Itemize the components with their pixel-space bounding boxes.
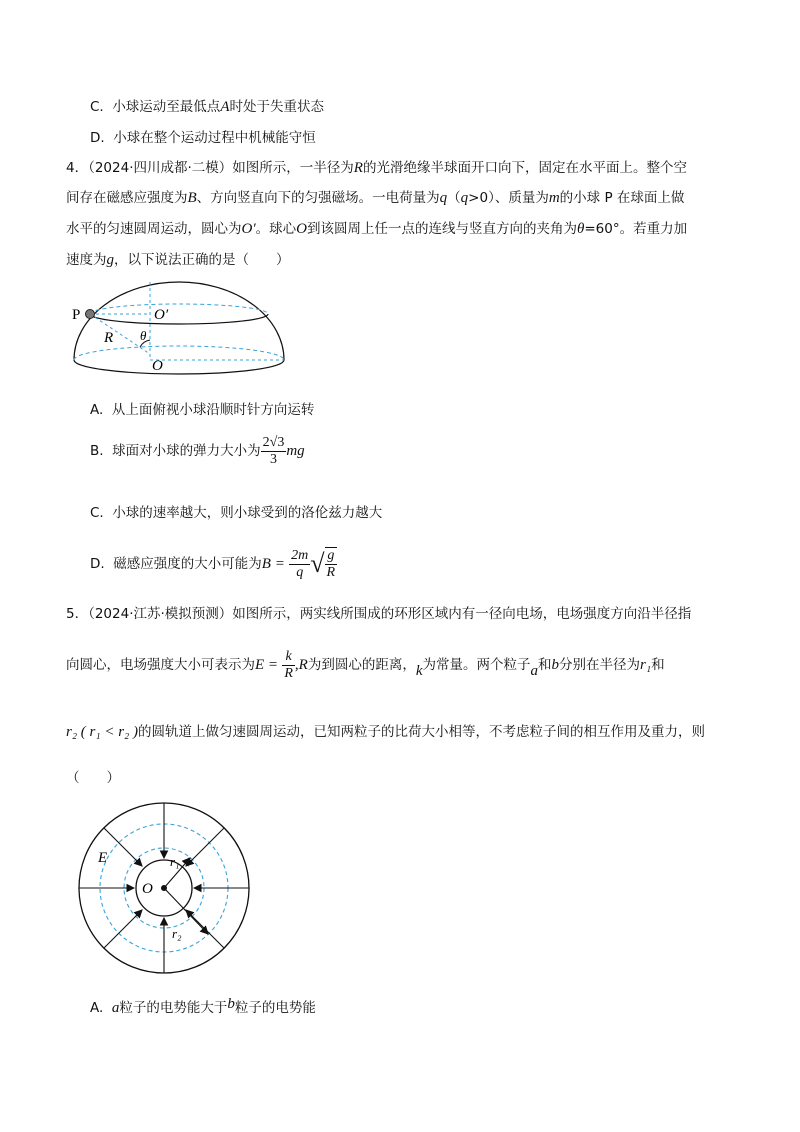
fraction-g-over-r (325, 547, 338, 581)
var-b: B (187, 190, 197, 206)
question-source: （2024·四川成都·二模） (88, 160, 233, 176)
q4-option-a (90, 400, 314, 420)
q4-option-b (90, 432, 305, 470)
center-dot (161, 885, 167, 891)
q5-paren (66, 768, 120, 788)
option-text: 磁感应强度的大小可能为 (113, 556, 262, 572)
label-theta: θ (140, 328, 147, 343)
option-letter: D. (90, 556, 105, 572)
fraction-2root3-over-3 (261, 435, 287, 468)
label-e: E (98, 850, 108, 866)
option-letter: C. (90, 99, 104, 115)
var-o: O (296, 221, 307, 237)
var-theta: θ (576, 221, 585, 237)
stem-text: 如图所示，两实线所围成的环形区域内有一径向电场，电场强度方向沿半径指 (232, 606, 692, 622)
q4-stem-line-4 (66, 250, 290, 270)
fraction-denominator: q (296, 564, 304, 580)
option-text: 时处于失重状态 (229, 99, 324, 115)
q4-stem-line-2 (66, 188, 684, 208)
option-letter: A. (90, 1000, 104, 1016)
fraction-2m-over-q (289, 548, 310, 581)
var-b: b (551, 657, 559, 673)
var-r: R (298, 657, 308, 673)
option-text: 从上面俯视小球沿顺时针方向运转 (111, 402, 315, 418)
stem-text: ，以下说法正确的是（ ） (114, 252, 290, 268)
stem-text: 为到圆心的距离， (307, 657, 416, 673)
stem-text: 和 (651, 657, 665, 673)
fraction-numerator: 2√3 (262, 434, 285, 450)
var-r: R (353, 160, 363, 176)
stem-text: 间存在磁感应强度为 (66, 190, 188, 206)
dome-outline (74, 282, 284, 360)
base-back-edge (74, 346, 284, 360)
var-g: g (106, 252, 114, 268)
label-o: O (152, 358, 163, 374)
label-o: O (142, 881, 153, 897)
stem-text: 。球心 (255, 221, 297, 237)
base-front-edge (74, 360, 284, 374)
option-text: 粒子的电势能 (234, 1000, 316, 1016)
orbit-back-edge (90, 304, 268, 314)
q4-stem-line-1 (66, 158, 687, 178)
radius-condition: r₂ ( r₁ < r₂ ) (66, 724, 139, 740)
label-p: P (72, 307, 81, 323)
option-text: 小球运动至最低点 (112, 99, 221, 115)
stem-text: 、方向竖直向下的匀强磁场。一电荷量为 (196, 190, 440, 206)
label-r: R (104, 330, 114, 346)
question-number: 4． (66, 160, 89, 176)
q4-stem-line-3 (66, 219, 687, 239)
sqrt-sign: √ (310, 549, 325, 578)
answer-paren: （ ） (66, 770, 120, 786)
question-source: （2024·江苏·模拟预测） (88, 606, 233, 622)
option-text: 小球在整个运动过程中机械能守恒 (113, 130, 316, 146)
option-letter: D. (90, 130, 105, 146)
q3-option-d (90, 128, 316, 148)
stem-text: 的小球 P 在球面上做 (559, 190, 685, 206)
point-a: A (220, 99, 230, 115)
fraction-denominator: R (326, 565, 336, 580)
label-r1: r₁ (170, 854, 180, 869)
label-r2: r₂ (172, 926, 182, 941)
stem-text: >0）、质量为 (468, 190, 549, 206)
stem-text: 分别在半径为 (559, 657, 640, 673)
stem-text: 速度为 (66, 252, 107, 268)
fraction-k-over-r (282, 649, 295, 682)
option-letter: B. (90, 443, 104, 459)
q5-stem-line-2 (66, 646, 665, 684)
option-letter: C. (90, 505, 104, 521)
var-q: q (460, 190, 469, 206)
q5-stem-line-3 (66, 722, 705, 742)
fraction-denominator: 3 (270, 451, 277, 467)
q5-option-a (90, 998, 316, 1018)
fraction-denominator: R (284, 665, 293, 681)
stem-text: 为常量。两个粒子 (422, 657, 531, 673)
stem-text: =60°。若重力加 (584, 221, 688, 237)
formula-lhs: E = (255, 657, 279, 673)
var-b: b (227, 996, 235, 1012)
formula-lhs: B = (261, 556, 285, 572)
stem-text: （ (447, 190, 461, 206)
var-a: a (530, 663, 538, 679)
stem-text: 和 (538, 657, 552, 673)
fraction-numerator: g (325, 548, 338, 565)
stem-text: 的圆轨道上做匀速圆周运动，已知两粒子的比荷大小相等，不考虑粒子间的相互作用及重力，则 (138, 724, 706, 740)
var-m: m (548, 190, 560, 206)
ball-p (86, 310, 95, 319)
hemisphere-figure (68, 280, 290, 378)
comma: , (294, 657, 299, 673)
q3-option-c (90, 97, 324, 117)
var-o-prime: O′ (241, 221, 256, 237)
var-q: q (439, 190, 448, 206)
stem-text: 到该圆周上任一点的连线与竖直方向的夹角为 (306, 221, 577, 237)
q4-option-d (90, 545, 337, 583)
fraction-numerator: 2m (291, 547, 309, 563)
q4-option-c (90, 503, 382, 523)
orbit-front-edge (90, 314, 268, 324)
option-text: 球面对小球的弹力大小为 (112, 443, 261, 459)
var-r1: r₁ (640, 657, 652, 673)
option-letter: A. (90, 402, 104, 418)
option-text: 粒子的电势能大于 (119, 1000, 228, 1016)
var-mg: mg (286, 443, 305, 459)
stem-text: 如图所示，一半径为 (232, 160, 354, 176)
stem-text: 水平的匀速圆周运动，圆心为 (66, 221, 242, 237)
q5-stem-line-1 (66, 604, 691, 624)
stem-text: 向圆心，电场强度大小可表示为 (66, 657, 255, 673)
fraction-numerator: k (282, 649, 295, 666)
ring-field-figure (76, 800, 258, 982)
option-text: 小球的速率越大，则小球受到的洛伦兹力越大 (112, 505, 383, 521)
var-a: a (111, 1000, 120, 1016)
var-k: k (415, 663, 423, 679)
label-o-prime: O′ (154, 307, 169, 323)
question-number: 5． (66, 606, 89, 622)
stem-text: 的光滑绝缘半球面开口向下，固定在水平面上。整个空 (362, 160, 687, 176)
